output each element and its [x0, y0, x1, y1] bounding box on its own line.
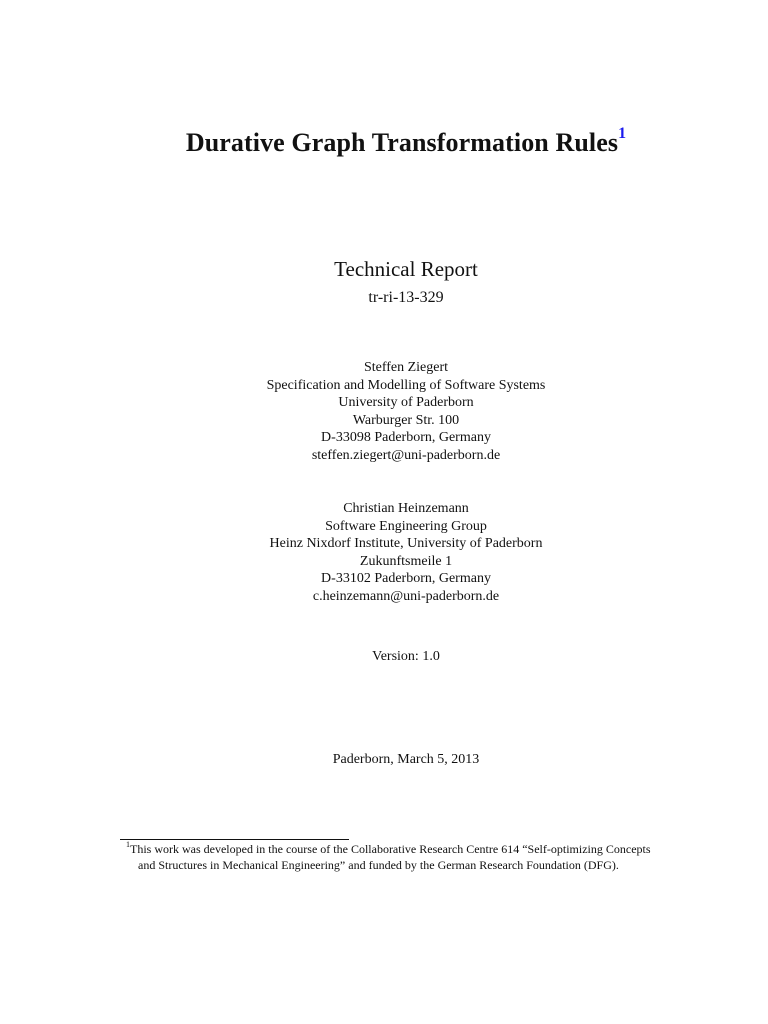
paper-title [0, 125, 768, 158]
footnote-text-1: This work was developed in the course of the Collaborative Research Centre 614 “Self-optimizing Concepts [130, 842, 651, 856]
footnote-text-2: and Structures in Mechanical Engineering” and funded by the German Research Foundation (DFG). [138, 857, 619, 872]
report-number: tr-ri-13-329 [368, 289, 444, 306]
footnote-line-1 [126, 842, 706, 858]
footnote-number: 1 [126, 840, 130, 849]
author-email: c.heinzemann@uni-paderborn.de [312, 588, 500, 604]
author-block-1 [0, 359, 768, 465]
author-city: D-33098 Paderborn, Germany [321, 430, 491, 446]
author-institution: University of Paderborn [338, 395, 474, 411]
author-email: steffen.ziegert@uni-paderborn.de [311, 447, 501, 463]
author-name: Steffen Ziegert [363, 360, 449, 375]
author-name: Christian Heinzemann [343, 501, 469, 516]
version-label: Version: 1.0 [372, 649, 440, 664]
author-street: Zukunftsmeile 1 [359, 553, 453, 569]
author-group: Specification and Modelling of Software Systems [266, 377, 546, 393]
paper-title-text: Durative Graph Transformation Rules [185, 128, 619, 157]
author-block-2 [0, 500, 768, 606]
footnote [126, 842, 706, 873]
report-type: Technical Report [334, 257, 478, 281]
author-group: Software Engineering Group [325, 518, 487, 534]
author-city: D-33102 Paderborn, Germany [321, 571, 491, 587]
footnote-divider [120, 839, 349, 840]
author-street: Warburger Str. 100 [352, 412, 460, 428]
title-footnote-link[interactable]: 1 [618, 125, 627, 143]
place-and-date: Paderborn, March 5, 2013 [332, 752, 480, 767]
author-institution: Heinz Nixdorf Institute, University of Paderborn [269, 536, 543, 552]
